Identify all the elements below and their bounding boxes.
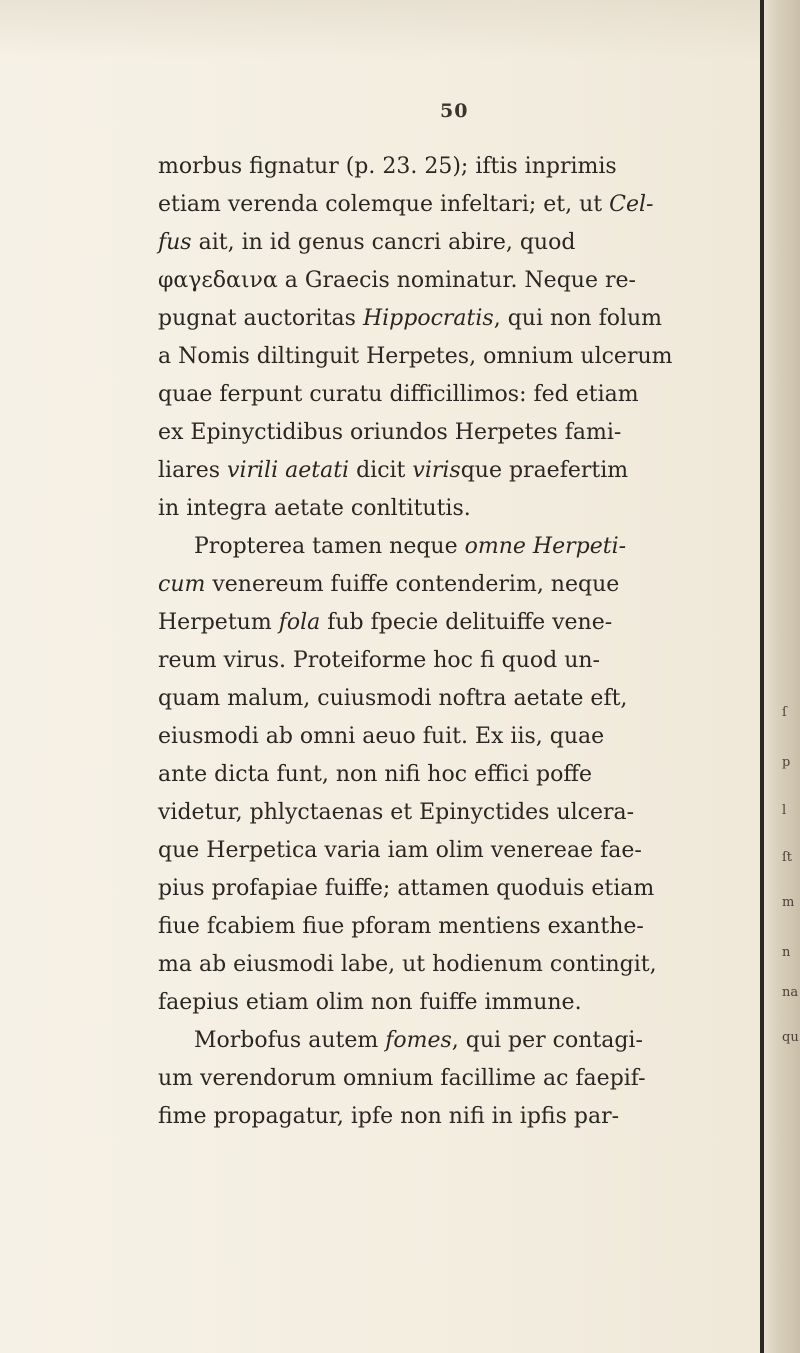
- emphasis: fola: [278, 610, 321, 635]
- emphasis: Hippocratis: [362, 306, 494, 331]
- text-line: um verendorum omnium facillime ac faepif-: [158, 1066, 646, 1091]
- bleed-glyph: ſt: [782, 850, 793, 865]
- line-text: Propterea tamen neque omne Herpeti-: [194, 534, 627, 559]
- text-line: a Nomis diltinguit Herpetes, omnium ulcerum: [158, 344, 673, 369]
- text-line: reum virus. Proteiforme hoc fi quod un-: [158, 648, 600, 673]
- bleed-glyph: m: [782, 895, 795, 910]
- next-page-bleed-through: [772, 0, 800, 1353]
- emphasis: fomes: [385, 1028, 452, 1053]
- text-line: videtur, phlyctaenas et Epinyctides ulcera-: [158, 800, 635, 825]
- text-line: morbus fignatur (p. 23. 25); iftis inprimis: [158, 154, 617, 179]
- line-text: Morbofus autem fomes, qui per contagi-: [194, 1028, 643, 1053]
- page-shadow: [0, 0, 800, 60]
- line-text: fus ait, in id genus cancri abire, quod: [158, 230, 576, 255]
- text-line: [158, 1022, 798, 1060]
- text-line: in integra aetate conltitutis.: [158, 496, 471, 521]
- line-text: Herpetum fola fub fpecie delituiffe vene-: [158, 610, 613, 635]
- text-line: [158, 452, 798, 490]
- text-line: quae ferpunt curatu difficillimos: fed etiam: [158, 382, 639, 407]
- emphasis: omne Herpeti-: [464, 534, 627, 559]
- emphasis: virili aetati: [227, 458, 350, 483]
- text-line: [158, 604, 798, 642]
- text-line: fime propagatur, ipfe non nifi in ipfis par-: [158, 1104, 620, 1129]
- text-line: [158, 528, 798, 566]
- page-number: 50: [440, 100, 469, 122]
- text-line: ma ab eiusmodi labe, ut hodienum contingit,: [158, 952, 657, 977]
- text-line: pius profapiae fuiffe; attamen quoduis etiam: [158, 876, 655, 901]
- emphasis: Cel-: [609, 192, 654, 217]
- body-text: [158, 148, 798, 1136]
- text-line: fiue fcabiem fiue pforam mentiens exanthe-: [158, 914, 644, 939]
- text-line: φαγεδαινα a Graecis nominatur. Neque re-: [158, 268, 636, 293]
- text-line: que Herpetica varia iam olim venereae fae-: [158, 838, 642, 863]
- text-line: quam malum, cuiusmodi noftra aetate eft,: [158, 686, 628, 711]
- bleed-glyph: ſ: [782, 705, 787, 720]
- line-text: etiam verenda colemque infeltari; et, ut Cel-: [158, 192, 654, 217]
- emphasis: fus: [158, 230, 192, 255]
- text-line: faepius etiam olim non fuiffe immune.: [158, 990, 582, 1015]
- bleed-glyph: qu: [782, 1030, 799, 1045]
- emphasis: cum: [158, 572, 206, 597]
- text-line: [158, 186, 798, 224]
- text-line: ex Epinyctidibus oriundos Herpetes fami-: [158, 420, 622, 445]
- line-text: pugnat auctoritas Hippocratis, qui non folum: [158, 306, 663, 331]
- text-line: [158, 224, 798, 262]
- emphasis: viris: [412, 458, 461, 483]
- line-text: cum venereum fuiffe contenderim, neque: [158, 572, 620, 597]
- line-text: liares virili aetati dicit virisque praefertim: [158, 458, 629, 483]
- text-line: [158, 566, 798, 604]
- bleed-glyph: n: [782, 945, 791, 960]
- text-line: [158, 300, 798, 338]
- text-line: eiusmodi ab omni aeuo fuit. Ex iis, quae: [158, 724, 605, 749]
- bleed-glyph: p: [782, 755, 791, 770]
- bleed-glyph: na: [782, 985, 799, 1000]
- binding-edge: [760, 0, 764, 1353]
- bleed-glyph: l: [782, 803, 787, 818]
- text-line: ante dicta funt, non nifi hoc effici poffe: [158, 762, 593, 787]
